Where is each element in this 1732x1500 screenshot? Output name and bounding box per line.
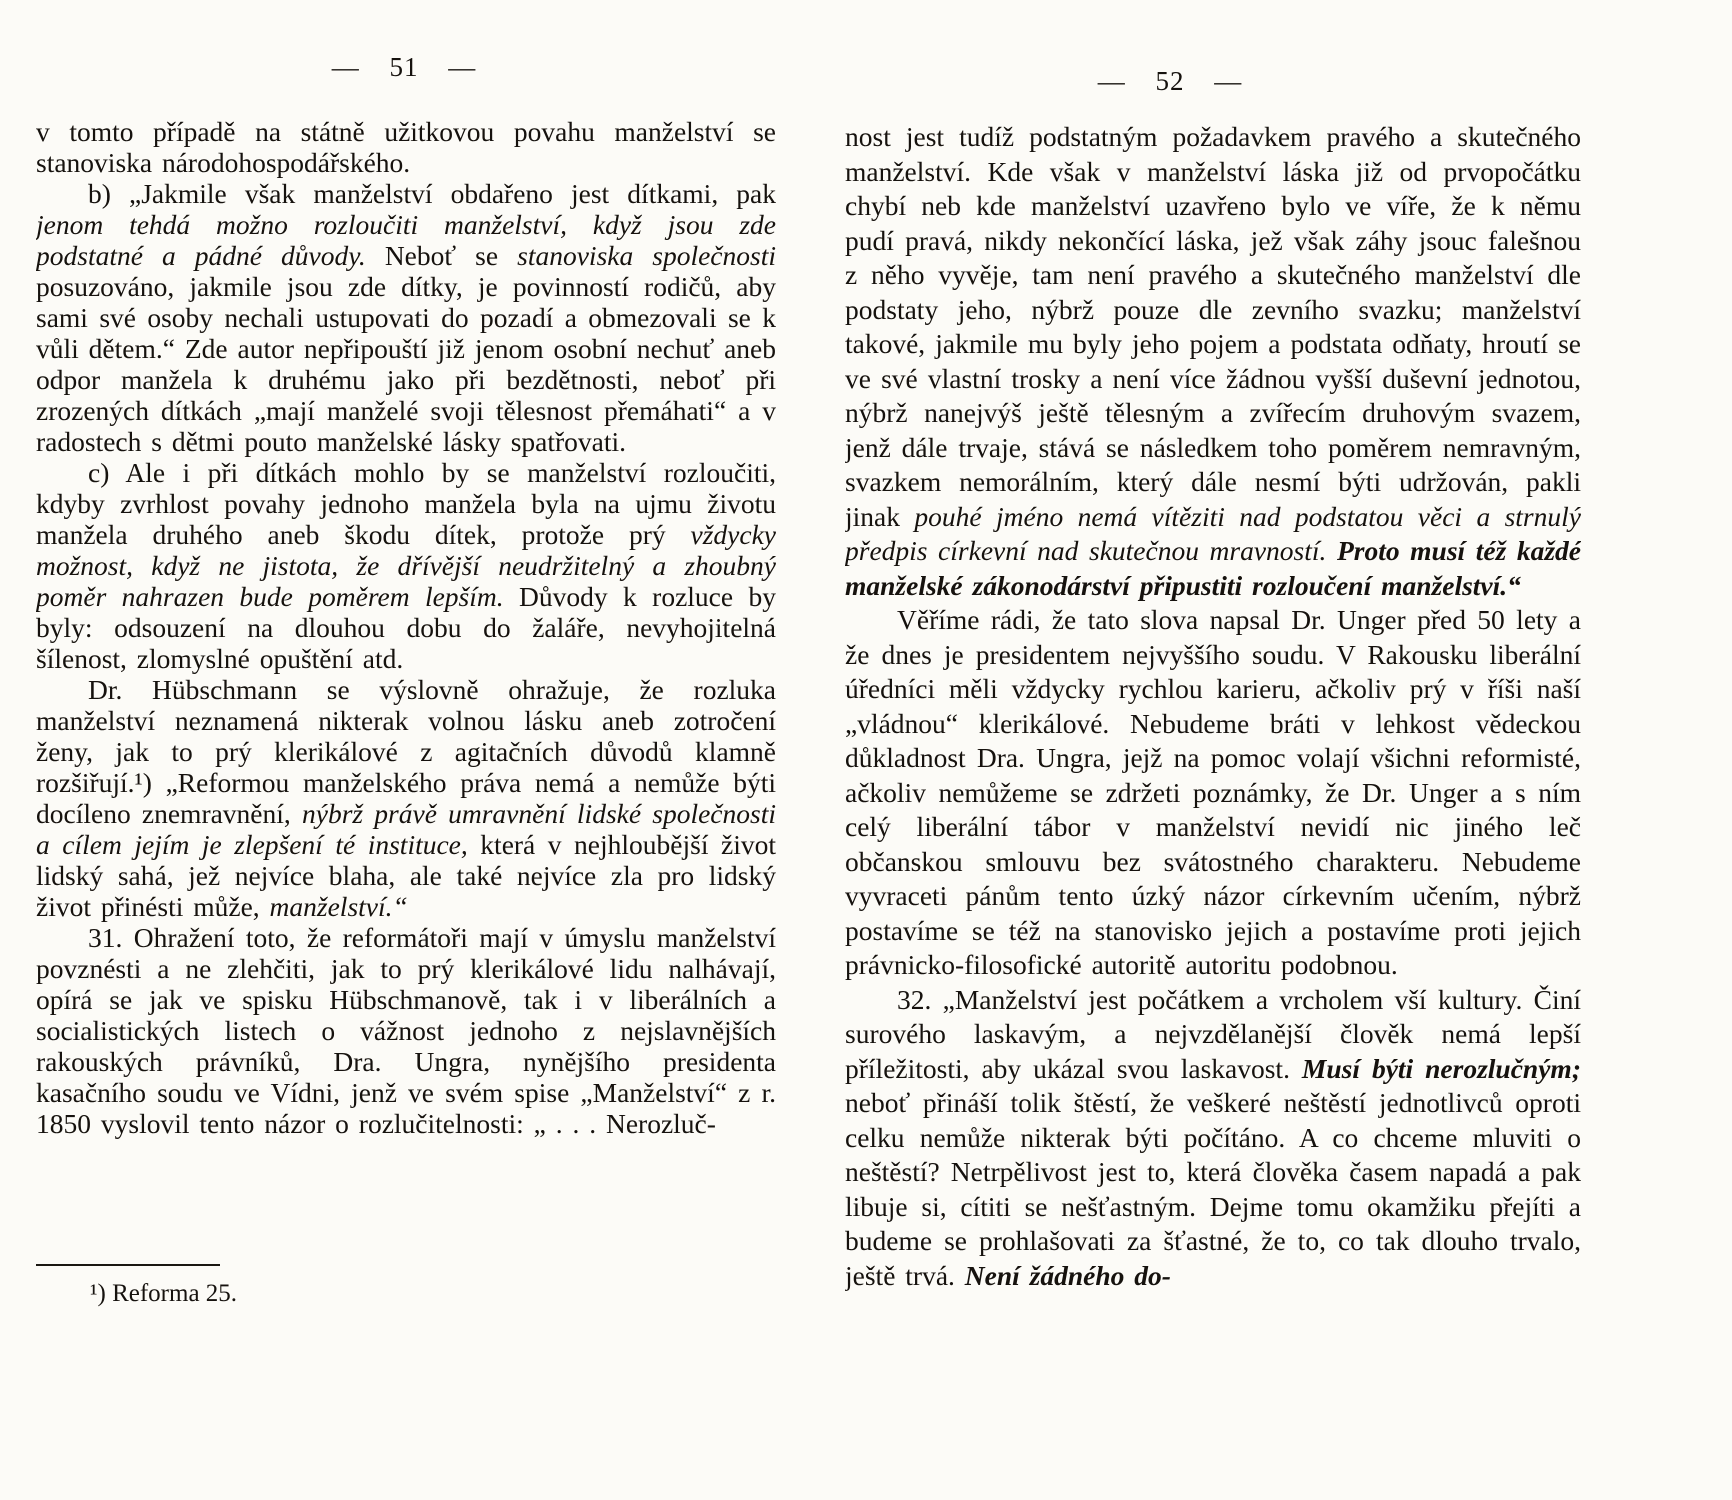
text-run: nýbrž právě umravnění lidské společnosti a cílem jejím je zlepšení té instituce, <box>36 798 776 860</box>
text-run: Důvody k rozluce by byly: odsouzení na dlouhou dobu do žaláře, nevyhojitelná šílenost, zlomyslné opuštění atd. <box>36 581 776 674</box>
paragraph <box>845 983 1581 1294</box>
paragraph <box>845 603 1581 983</box>
footnote-text: ¹) Reforma 25. <box>90 1280 238 1307</box>
paragraph <box>36 457 776 674</box>
text-run: v tomto případě na státně užitkovou povahu manželství se stanoviska národohospodářského. <box>36 116 776 178</box>
right-page-text-column <box>845 120 1581 1482</box>
text-run: 31. Ohražení toto, že reformátoři mají v úmyslu manželství povznésti a ne zlehčiti, jak to prý klerikálové lidu nalhávají, opírá se jak ve spisku Hübschmanově, tak i v liberálních a socialistických listech o vážnost jednoho z nejslavnějších rakouských právníků, Dra. Ungra, nynějšího presidenta kasačního soudu ve Vídni, jenž ve svém spise „Manželství“ z r. 1850 vyslovil tento názor o rozlučitelnosti: „ . . . Nerozluč- <box>36 922 776 1139</box>
paragraph <box>36 674 776 922</box>
text-run: Dr. Hübschmann se výslovně ohražuje, že rozluka manželství neznamená nikterak volnou lásku aneb zotročení ženy, jak to prý klerikálové z agitačních důvodů klamně rozšiřují.¹) „Reformou manželského práva nemá a nemůže býti docíleno znemravnění, <box>36 674 776 829</box>
text-run: Neboť se <box>365 240 518 271</box>
text-run: nost jest tudíž podstatným požadavkem pravého a skutečného manželství. Kde však v manželství láska již od prvopočátku chybí neb kde manželství uzavřeno bylo ve víře, že k němu pudí pravá, nikdy nekončící láska, jež však záhy jsouc falešnou z něho vyvěje, tam není pravého a skutečného manželství dle podstaty jeho, nýbrž pouze dle zevního svazku; manželství takové, jakmile mu byly jeho pojem a podstata odňaty, hroutí se ve své vlastní trosky a není více žádnou vyšší duševní jednotou, nýbrž nanejvýš ještě tělesným a zvířecím druhovým svazem, jenž dále trvaje, stává se následkem toho poměrem nemravným, svazkem nemorálním, který dále nesmí býti udržován, pakli jinak <box>845 121 1581 532</box>
text-run: c) Ale i při dítkách mohlo by se manželství rozloučiti, kdyby zvrhlost povahy jednoho manžela byla na ujmu životu manžela druhého aneb škodu dítek, protože prý <box>36 457 776 550</box>
text-run: 32. „Manželství jest počátkem a vrcholem vší kultury. Činí surového laskavým, a nejvzdělanější člověk nemá lepší příležitosti, aby ukázal svou laskavost. <box>845 983 1581 1084</box>
text-run: vždycky možnost, když ne jistota, že dřívější neudržitelný a zhoubný poměr nahrazen bude poměrem lepším. <box>36 519 776 612</box>
page-number-right: — 52 — <box>1097 66 1243 96</box>
text-run: Proto musí též každé manželské zákonodárství připustiti rozloučení manželství.“ <box>845 535 1581 601</box>
text-run: Není žádného do- <box>964 1259 1171 1291</box>
page-number-left: — 51 — <box>331 52 477 82</box>
left-page-text-column <box>36 116 776 1256</box>
text-run: která v nejhloubější život lidský sahá, jež nejvíce blaha, ale také nejvíce zla pro lidský život přinésti může, <box>36 829 776 922</box>
paragraph <box>36 116 776 178</box>
paragraph <box>36 178 776 457</box>
text-run: Věříme rádi, že tato slova napsal Dr. Unger před 50 lety a že dnes je presidentem nejvyššího soudu. V Rakousku liberální úředníci měli vždycky rychlou karieru, ačkoliv prý v říši naší „vládnou“ klerikálové. Nebudeme bráti v lehkost vědeckou důkladnost Dra. Ungra, jejž na pomoc volají všichni reformisté, ačkoliv nemůžeme se zdržeti poznámky, že Dr. Unger a s ním celý liberální tábor v manželství nevidí nic jiného leč občanskou smlouvu bez svátostného charakteru. Nebudeme vyvraceti pánům tento úzký názor církevním učením, nýbrž postavíme se též na stanovisko jejich a postavíme proti jejich právnicko-filosofické autoritě autoritu podobnou. <box>845 604 1581 980</box>
paragraph <box>36 922 776 1139</box>
text-run: posuzováno, jakmile jsou zde dítky, je povinností rodičů, aby sami své osoby nechali ustupovati do pozadí a obmezovali se k vůli dětem.“ Zde autor nepřipouští již jenom osobní nechuť aneb odpor manžela k druhému jako při bezdětnosti, neboť při zrozených dítkách „mají manželé svoji tělesnost přemáhati“ a v radostech s dětmi pouto manželské lásky spatřovati. <box>36 271 776 457</box>
text-run: b) „Jakmile však manželství obdařeno jest dítkami, pak <box>88 178 776 209</box>
paragraph <box>845 120 1581 603</box>
text-run: pouhé jméno nemá vítěziti nad podstatou věci a strnulý předpis církevní nad skutečnou mravností. <box>845 500 1581 566</box>
text-run: Musí býti nerozlučným; <box>1301 1052 1581 1084</box>
text-run: stanoviska společnosti <box>517 240 776 271</box>
text-run: jenom tehdá možno rozloučiti manželství, když jsou zde podstatné a pádné důvody. <box>36 209 776 271</box>
text-run: neboť přináší tolik štěstí, že veškeré neštěstí jednotlivců oproti celku nemůže nikterak býti počítáno. A co chceme mluviti o neštěstí? Netrpělivost jest to, která člověka časem napadá a pak libuje si, cítiti se nešťastným. Dejme tomu okamžiku přejíti a budeme se prohlašovati za šťastné, že to, co tak dlouho trvalo, ještě trvá. <box>845 1087 1581 1291</box>
footnote-separator-rule <box>36 1264 220 1266</box>
text-run: manželství.“ <box>269 891 408 922</box>
